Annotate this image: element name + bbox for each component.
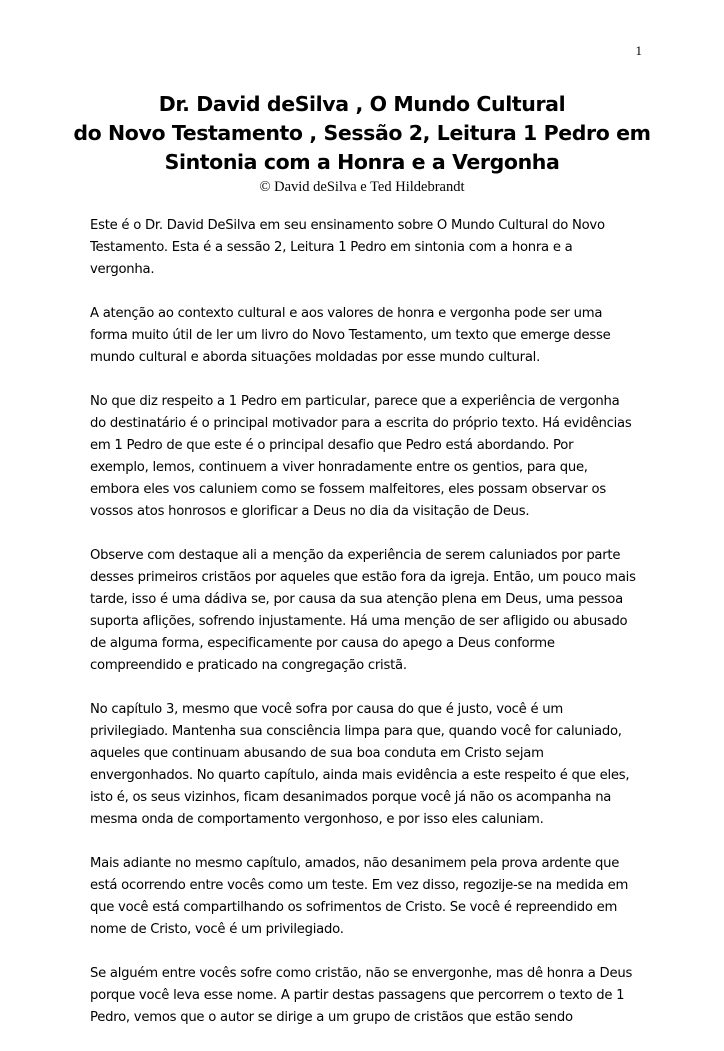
text-line: está ocorrendo entre vocês como um teste. Em vez disso, regozije-se na medida em bbox=[90, 878, 629, 893]
text-line: em 1 Pedro de que este é o principal desafio que Pedro está abordando. Por bbox=[90, 438, 574, 453]
text-line: Este é o Dr. David DeSilva em seu ensinamento sobre O Mundo Cultural do Novo bbox=[90, 218, 605, 233]
text-line: isto é, os seus vizinhos, ficam desanimados porque você já não os acompanha na bbox=[90, 790, 612, 805]
text-line: vossos atos honrosos e glorificar a Deus no dia da visitação de Deus. bbox=[90, 504, 530, 519]
text-line: exemplo, lemos, continuem a viver honradamente entre os gentios, para que, bbox=[90, 460, 588, 475]
paragraph bbox=[90, 699, 650, 831]
paragraph bbox=[90, 303, 650, 369]
text-line: No que diz respeito a 1 Pedro em particular, parece que a experiência de vergonha bbox=[90, 394, 620, 409]
text-line: tarde, isso é uma dádiva se, por causa da sua atenção plena em Deus, uma pessoa bbox=[90, 592, 623, 607]
copyright-notice: © David deSilva e Ted Hildebrandt bbox=[259, 179, 465, 195]
text-line: desses primeiros cristãos por aqueles que estão fora da igreja. Então, um pouco mais bbox=[90, 570, 636, 585]
text-line: embora eles vos caluniem como se fossem malfeitores, eles possam observar os bbox=[90, 482, 607, 497]
text-line: No capítulo 3, mesmo que você sofra por causa do que é justo, você é um bbox=[90, 702, 563, 717]
title-line: Sintonia com a Honra e a Vergonha bbox=[164, 150, 560, 174]
text-line: Testamento. Esta é a sessão 2, Leitura 1 Pedro em sintonia com a honra e a bbox=[90, 240, 573, 255]
text-line: aqueles que continuam abusando de sua boa conduta em Cristo sejam bbox=[90, 746, 544, 761]
document-body bbox=[90, 215, 650, 1051]
text-line: mundo cultural e aborda situações moldadas por esse mundo cultural. bbox=[90, 350, 541, 365]
text-line: Mais adiante no mesmo capítulo, amados, não desanimem pela prova ardente que bbox=[90, 856, 620, 871]
title-line: do Novo Testamento , Sessão 2, Leitura 1 Pedro em bbox=[73, 121, 651, 145]
title-line: Dr. David deSilva , O Mundo Cultural bbox=[158, 92, 566, 116]
text-line: de alguma forma, especificamente por causa do apego a Deus conforme bbox=[90, 636, 555, 651]
text-line: compreendido e praticado na congregação cristã. bbox=[90, 658, 407, 673]
text-line: vergonha. bbox=[90, 262, 155, 277]
page-number: 1 bbox=[635, 43, 642, 58]
title-block bbox=[60, 90, 664, 196]
text-line: privilegiado. Mantenha sua consciência limpa para que, quando você for caluniado, bbox=[90, 724, 622, 739]
paragraph bbox=[90, 215, 650, 281]
text-line: forma muito útil de ler um livro do Novo Testamento, um texto que emerge desse bbox=[90, 328, 611, 343]
paragraph bbox=[90, 853, 650, 941]
paragraph bbox=[90, 545, 650, 677]
paragraph bbox=[90, 391, 650, 523]
paragraph bbox=[90, 963, 650, 1029]
text-line: mesma onda de comportamento vergonhoso, e por isso eles caluniam. bbox=[90, 812, 544, 827]
text-line: que você está compartilhando os sofrimentos de Cristo. Se você é repreendido em bbox=[90, 900, 618, 915]
text-line: Pedro, vemos que o autor se dirige a um grupo de cristãos que estão sendo bbox=[90, 1010, 573, 1025]
text-line: nome de Cristo, você é um privilegiado. bbox=[90, 922, 344, 937]
text-line: A atenção ao contexto cultural e aos valores de honra e vergonha pode ser uma bbox=[90, 306, 603, 321]
text-line: porque você leva esse nome. A partir destas passagens que percorrem o texto de 1 bbox=[90, 988, 625, 1003]
text-line: Observe com destaque ali a menção da experiência de serem caluniados por parte bbox=[90, 548, 621, 563]
text-line: do destinatário é o principal motivador para a escrita do próprio texto. Há evidências bbox=[90, 416, 632, 431]
text-line: suporta aflições, sofrendo injustamente. Há uma menção de ser afligido ou abusado bbox=[90, 614, 628, 629]
text-line: Se alguém entre vocês sofre como cristão, não se envergonhe, mas dê honra a Deus bbox=[90, 966, 633, 981]
text-line: envergonhados. No quarto capítulo, ainda mais evidência a este respeito é que eles, bbox=[90, 768, 630, 783]
